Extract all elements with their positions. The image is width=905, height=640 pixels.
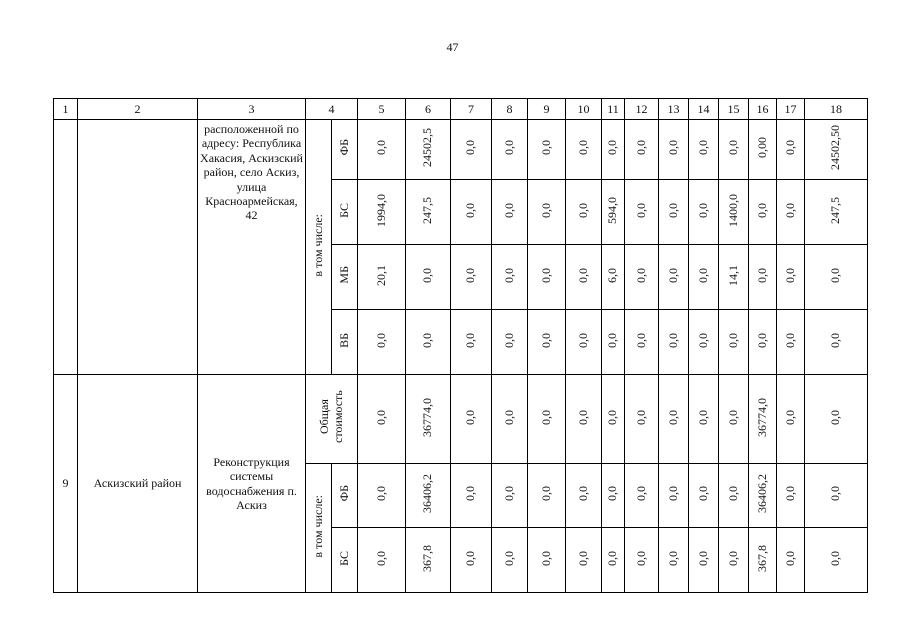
block1-ВБ-col-8: 0,0 [492,310,528,375]
block1-ВБ-col-15: 0,0 [719,310,749,375]
block2-БС-col-15: 0,0 [719,528,749,593]
block2-total-col-6: 36774,0 [406,375,451,464]
object-description: Реконструкция системы водоснабжения п. Аскиз [198,375,306,593]
block1-БС-col-16: 0,0 [749,180,777,245]
block1-МБ-col-5: 20,1 [358,245,406,310]
funding-source: ВБ [332,310,358,375]
block2-ФБ-col-9: 0,0 [528,464,566,528]
funding-source: МБ [332,245,358,310]
block1-ФБ-col-10: 0,0 [566,120,602,180]
block2-total-col-18: 0,0 [805,375,868,464]
block1-БС-col-5: 1994,0 [358,180,406,245]
block1-БС-col-17: 0,0 [777,180,805,245]
block1-БС-col-12: 0,0 [625,180,659,245]
block1-ФБ-col-12: 0,0 [625,120,659,180]
block1-ВБ-col-18: 0,0 [805,310,868,375]
block1-ФБ-col-9: 0,0 [528,120,566,180]
block2-total-col-17: 0,0 [777,375,805,464]
block1-ФБ-col-17: 0,0 [777,120,805,180]
block1-МБ-col-16: 0,0 [749,245,777,310]
block1-БС-col-18: 247,5 [805,180,868,245]
block1-БС-col-11: 594,0 [602,180,625,245]
header-col-11: 11 [602,99,625,120]
block1-ВБ-col-13: 0,0 [659,310,689,375]
block1-БС-col-13: 0,0 [659,180,689,245]
header-col-6: 6 [406,99,451,120]
block1-БС-col-9: 0,0 [528,180,566,245]
block2-БС-col-18: 0,0 [805,528,868,593]
block2-БС-col-16: 367,8 [749,528,777,593]
block1-МБ-col-18: 0,0 [805,245,868,310]
block2-total-col-11: 0,0 [602,375,625,464]
total-cost-label: Общая стоимость [306,375,358,464]
block2-БС-col-14: 0,0 [689,528,719,593]
block2-total-col-10: 0,0 [566,375,602,464]
block1-МБ-col-17: 0,0 [777,245,805,310]
header-col-3: 3 [198,99,306,120]
block1-МБ-col-15: 14,1 [719,245,749,310]
block2-БС-col-6: 367,8 [406,528,451,593]
header-col-17: 17 [777,99,805,120]
block2-БС-col-12: 0,0 [625,528,659,593]
block1-МБ-col-9: 0,0 [528,245,566,310]
table-row [54,375,868,464]
block2-ФБ-col-18: 0,0 [805,464,868,528]
block1-ФБ-col-15: 0,0 [719,120,749,180]
block1-ФБ-col-18: 24502,50 [805,120,868,180]
block2-БС-col-8: 0,0 [492,528,528,593]
block2-ФБ-col-16: 36406,2 [749,464,777,528]
block2-total-col-5: 0,0 [358,375,406,464]
block1-МБ-col-6: 0,0 [406,245,451,310]
funding-source: ФБ [332,120,358,180]
block1-ВБ-col-16: 0,0 [749,310,777,375]
block1-ВБ-col-10: 0,0 [566,310,602,375]
block1-ВБ-col-14: 0,0 [689,310,719,375]
header-col-9: 9 [528,99,566,120]
block2-total-col-13: 0,0 [659,375,689,464]
block1-ФБ-col-16: 0,00 [749,120,777,180]
header-col-4: 4 [306,99,358,120]
header-col-5: 5 [358,99,406,120]
block1-БС-col-10: 0,0 [566,180,602,245]
block1-ВБ-col-11: 0,0 [602,310,625,375]
block1-МБ-col-12: 0,0 [625,245,659,310]
funding-source: БС [332,180,358,245]
block2-ФБ-col-6: 36406,2 [406,464,451,528]
block1-ВБ-col-7: 0,0 [451,310,492,375]
block2-БС-col-10: 0,0 [566,528,602,593]
block1-БС-col-6: 247,5 [406,180,451,245]
block2-БС-col-9: 0,0 [528,528,566,593]
block2-ФБ-col-15: 0,0 [719,464,749,528]
table-row [54,120,868,180]
header-col-8: 8 [492,99,528,120]
block1-МБ-col-14: 0,0 [689,245,719,310]
block2-total-col-9: 0,0 [528,375,566,464]
header-col-13: 13 [659,99,689,120]
district-cell: Аскизский район [78,375,198,593]
block1-ВБ-col-12: 0,0 [625,310,659,375]
budget-table [53,98,868,593]
header-col-7: 7 [451,99,492,120]
block2-total-col-16: 36774,0 [749,375,777,464]
header-col-14: 14 [689,99,719,120]
block1-МБ-col-10: 0,0 [566,245,602,310]
block1-ФБ-col-8: 0,0 [492,120,528,180]
block2-БС-col-13: 0,0 [659,528,689,593]
header-col-2: 2 [78,99,198,120]
block2-ФБ-col-7: 0,0 [451,464,492,528]
block2-БС-col-5: 0,0 [358,528,406,593]
group-label: в том числе: [306,464,332,593]
block2-total-col-8: 0,0 [492,375,528,464]
block1-ФБ-col-13: 0,0 [659,120,689,180]
block1-БС-col-15: 1400,0 [719,180,749,245]
block1-БС-col-7: 0,0 [451,180,492,245]
block2-ФБ-col-17: 0,0 [777,464,805,528]
block2-БС-col-7: 0,0 [451,528,492,593]
block2-ФБ-col-12: 0,0 [625,464,659,528]
block1-ФБ-col-5: 0,0 [358,120,406,180]
block1-МБ-col-13: 0,0 [659,245,689,310]
block2-ФБ-col-10: 0,0 [566,464,602,528]
row-number-cell [54,120,78,375]
block1-ФБ-col-6: 24502,5 [406,120,451,180]
block1-ФБ-col-11: 0,0 [602,120,625,180]
block1-БС-col-14: 0,0 [689,180,719,245]
block2-ФБ-col-8: 0,0 [492,464,528,528]
block2-ФБ-col-14: 0,0 [689,464,719,528]
block1-ВБ-col-17: 0,0 [777,310,805,375]
block2-ФБ-col-13: 0,0 [659,464,689,528]
block2-БС-col-17: 0,0 [777,528,805,593]
block1-МБ-col-11: 6,0 [602,245,625,310]
block2-total-col-15: 0,0 [719,375,749,464]
funding-source: БС [332,528,358,593]
block2-ФБ-col-5: 0,0 [358,464,406,528]
header-col-12: 12 [625,99,659,120]
group-label: в том числе: [306,120,332,375]
header-col-18: 18 [805,99,868,120]
block1-ФБ-col-14: 0,0 [689,120,719,180]
page-number: 47 [446,40,459,54]
header-col-1: 1 [54,99,78,120]
row-number-cell: 9 [54,375,78,593]
block2-total-col-14: 0,0 [689,375,719,464]
block2-total-col-7: 0,0 [451,375,492,464]
header-col-15: 15 [719,99,749,120]
block1-ВБ-col-5: 0,0 [358,310,406,375]
district-cell [78,120,198,375]
object-description: расположенной по адресу: Республика Хакасия, Аскизский район, село Аскиз, улица Красноармейская, 42 [198,120,306,375]
header-col-16: 16 [749,99,777,120]
block2-ФБ-col-11: 0,0 [602,464,625,528]
block1-БС-col-8: 0,0 [492,180,528,245]
block1-МБ-col-8: 0,0 [492,245,528,310]
block1-ВБ-col-6: 0,0 [406,310,451,375]
block2-total-col-12: 0,0 [625,375,659,464]
block1-МБ-col-7: 0,0 [451,245,492,310]
funding-source: ФБ [332,464,358,528]
block2-БС-col-11: 0,0 [602,528,625,593]
block1-ФБ-col-7: 0,0 [451,120,492,180]
header-row [54,99,868,120]
block1-ВБ-col-9: 0,0 [528,310,566,375]
header-col-10: 10 [566,99,602,120]
